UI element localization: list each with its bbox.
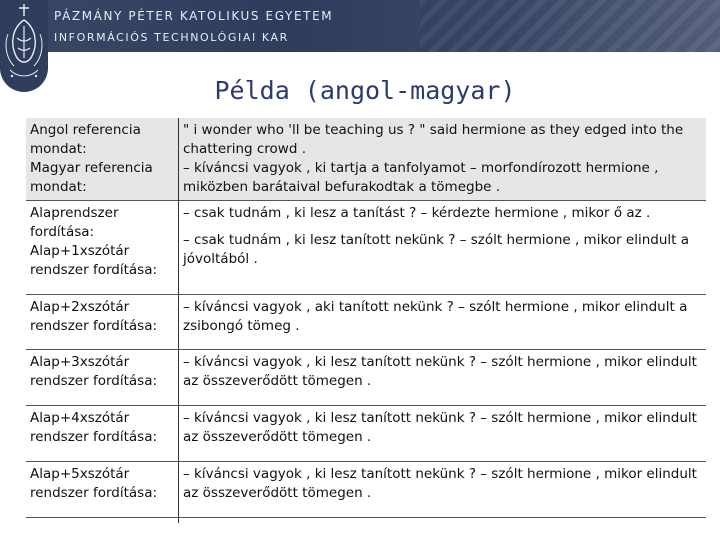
table-row	[26, 118, 706, 200]
table-row	[26, 294, 706, 349]
translation-table	[26, 118, 706, 518]
row-text: – kíváncsi vagyok , ki lesz tanított nekünk ? – szólt hermione , mikor elindult az összeverődött tömegen .	[183, 465, 697, 501]
row-text-line: – csak tudnám , ki lesz tanított nekünk ? – szólt hermione , mikor elindult a jóvoltából .	[183, 231, 689, 267]
table-row	[26, 461, 706, 517]
row-label: Alap+5xszótár rendszer fordítása:	[30, 465, 158, 501]
row-text	[179, 118, 706, 200]
row-label	[26, 118, 179, 200]
row-text-line: – csak tudnám , ki lesz a tanítást ? – kérdezte hermione , mikor ő az .	[183, 204, 651, 221]
row-text	[179, 200, 706, 294]
table-row	[26, 349, 706, 405]
table-row	[26, 200, 706, 294]
banner-texture	[420, 0, 720, 52]
row-label-line: Angol referencia mondat:	[30, 122, 141, 157]
page-title: Példa (angol-magyar)	[214, 76, 516, 105]
university-name: PÁZMÁNY PÉTER KATOLIKUS EGYETEM	[54, 9, 334, 23]
row-label: Alap+4xszótár rendszer fordítása:	[30, 409, 158, 445]
table-column-divider	[178, 118, 179, 523]
row-text: – kíváncsi vagyok , ki lesz tanított nekünk ? – szólt hermione , mikor elindult az összeverődött tömegen .	[183, 409, 697, 445]
faculty-name: INFORMÁCIÓS TECHNOLÓGIAI KAR	[54, 31, 289, 44]
row-label	[26, 200, 179, 294]
row-label-line: Alaprendszer fordítása:	[30, 204, 119, 240]
row-label: Alap+3xszótár rendszer fordítása:	[30, 353, 158, 389]
row-label-line: Alap+1xszótár rendszer fordítása:	[30, 242, 158, 278]
row-label-line: Magyar referencia mondat:	[30, 160, 153, 195]
row-text-line: – kíváncsi vagyok , ki tartja a tanfolyamot – morfondírozott hermione , miközben barátaival befurakodtak a tömegbe .	[183, 160, 659, 195]
row-label: Alap+2xszótár rendszer fordítása:	[30, 298, 158, 334]
row-text: – kíváncsi vagyok , ki lesz tanított nekünk ? – szólt hermione , mikor elindult az összeverődött tömegen .	[183, 353, 697, 389]
row-text-line: " i wonder who 'll be teaching us ? " said hermione as they edged into the chattering crowd .	[183, 122, 684, 157]
row-text: – kíváncsi vagyok , aki tanított nekünk ? – szólt hermione , mikor elindult a zsibongó tömeg .	[183, 298, 688, 334]
table-row	[26, 405, 706, 461]
university-banner	[0, 0, 720, 52]
